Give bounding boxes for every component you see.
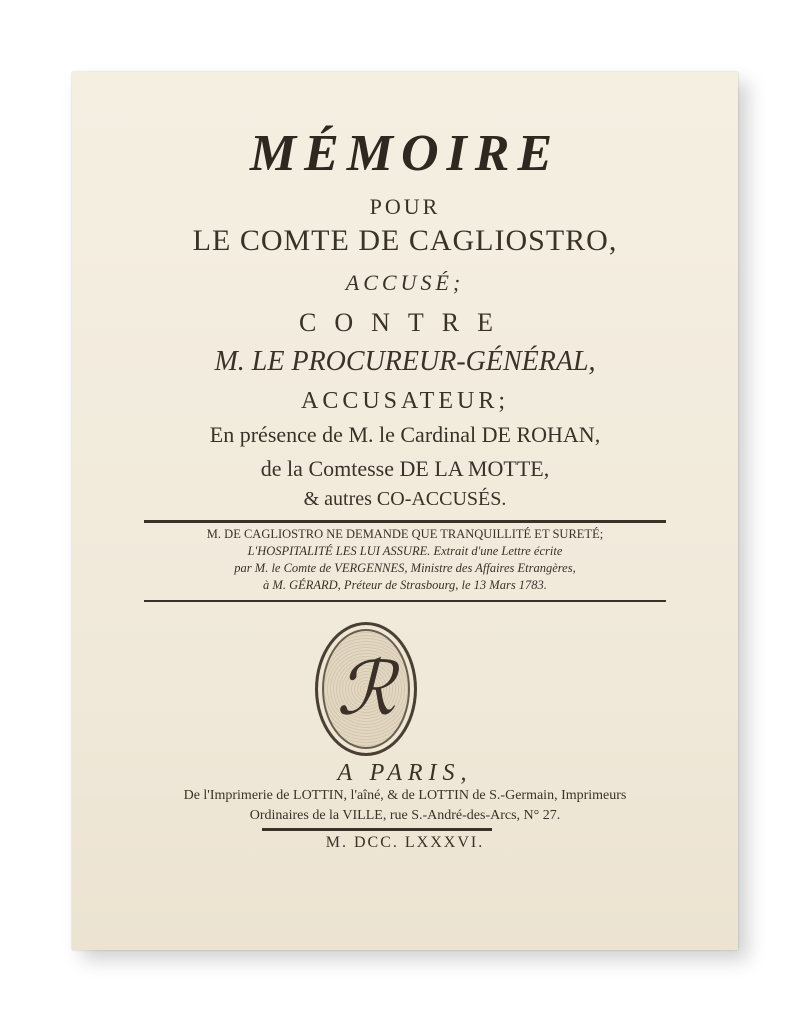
imprint-divider <box>262 828 492 831</box>
subtitle-comte: LE COMTE DE CAGLIOSTRO, <box>192 224 618 257</box>
subtitle-contre: CONTRE <box>299 308 511 337</box>
subtitle-comtesse: de la Comtesse DE LA MOTTE, <box>260 456 550 481</box>
subtitle-accusateur: ACCUSATEUR; <box>300 388 510 414</box>
subtitle-accuse: ACCUSÉ; <box>345 270 465 295</box>
main-title: MÉMOIRE <box>249 125 561 182</box>
subtitle-pour: POUR <box>369 194 441 219</box>
monogram-seal-icon: ℛ <box>315 622 417 756</box>
epigraph-line-3: par M. le Comte de VERGENNES, Ministre des Affaires Etrangères, <box>234 561 576 575</box>
subtitle-procureur: M. LE PROCUREUR-GÉNÉRAL, <box>214 346 596 377</box>
title-page <box>72 72 738 950</box>
imprint-line-1: De l'Imprimerie de LOTTIN, l'aîné, & de LOTTIN de S.-Germain, Imprimeurs <box>183 788 627 803</box>
epigraph-line-4: à M. GÉRARD, Préteur de Strasbourg, le 13 Mars 1783. <box>263 578 547 592</box>
divider-bottom <box>144 600 666 602</box>
imprint-line-2: Ordinaires de la VILLE, rue S.-André-des-Arcs, N° 27. <box>249 808 561 823</box>
epigraph <box>144 526 666 594</box>
imprint-date: M. DCC. LXXXVI. <box>325 834 485 851</box>
epigraph-line-2: L'HOSPITALITÉ LES LUI ASSURE. Extrait d'une Lettre écrite <box>247 544 563 558</box>
divider-top <box>144 520 666 523</box>
subtitle-presence: En présence de M. le Cardinal DE ROHAN, <box>209 422 601 447</box>
subtitle-autres: & autres CO-ACCUSÉS. <box>303 488 507 510</box>
imprint-place: A PARIS, <box>337 760 473 786</box>
epigraph-line-1: M. DE CAGLIOSTRO NE DEMANDE QUE TRANQUILLITÉ ET SURETÉ; <box>206 527 604 541</box>
